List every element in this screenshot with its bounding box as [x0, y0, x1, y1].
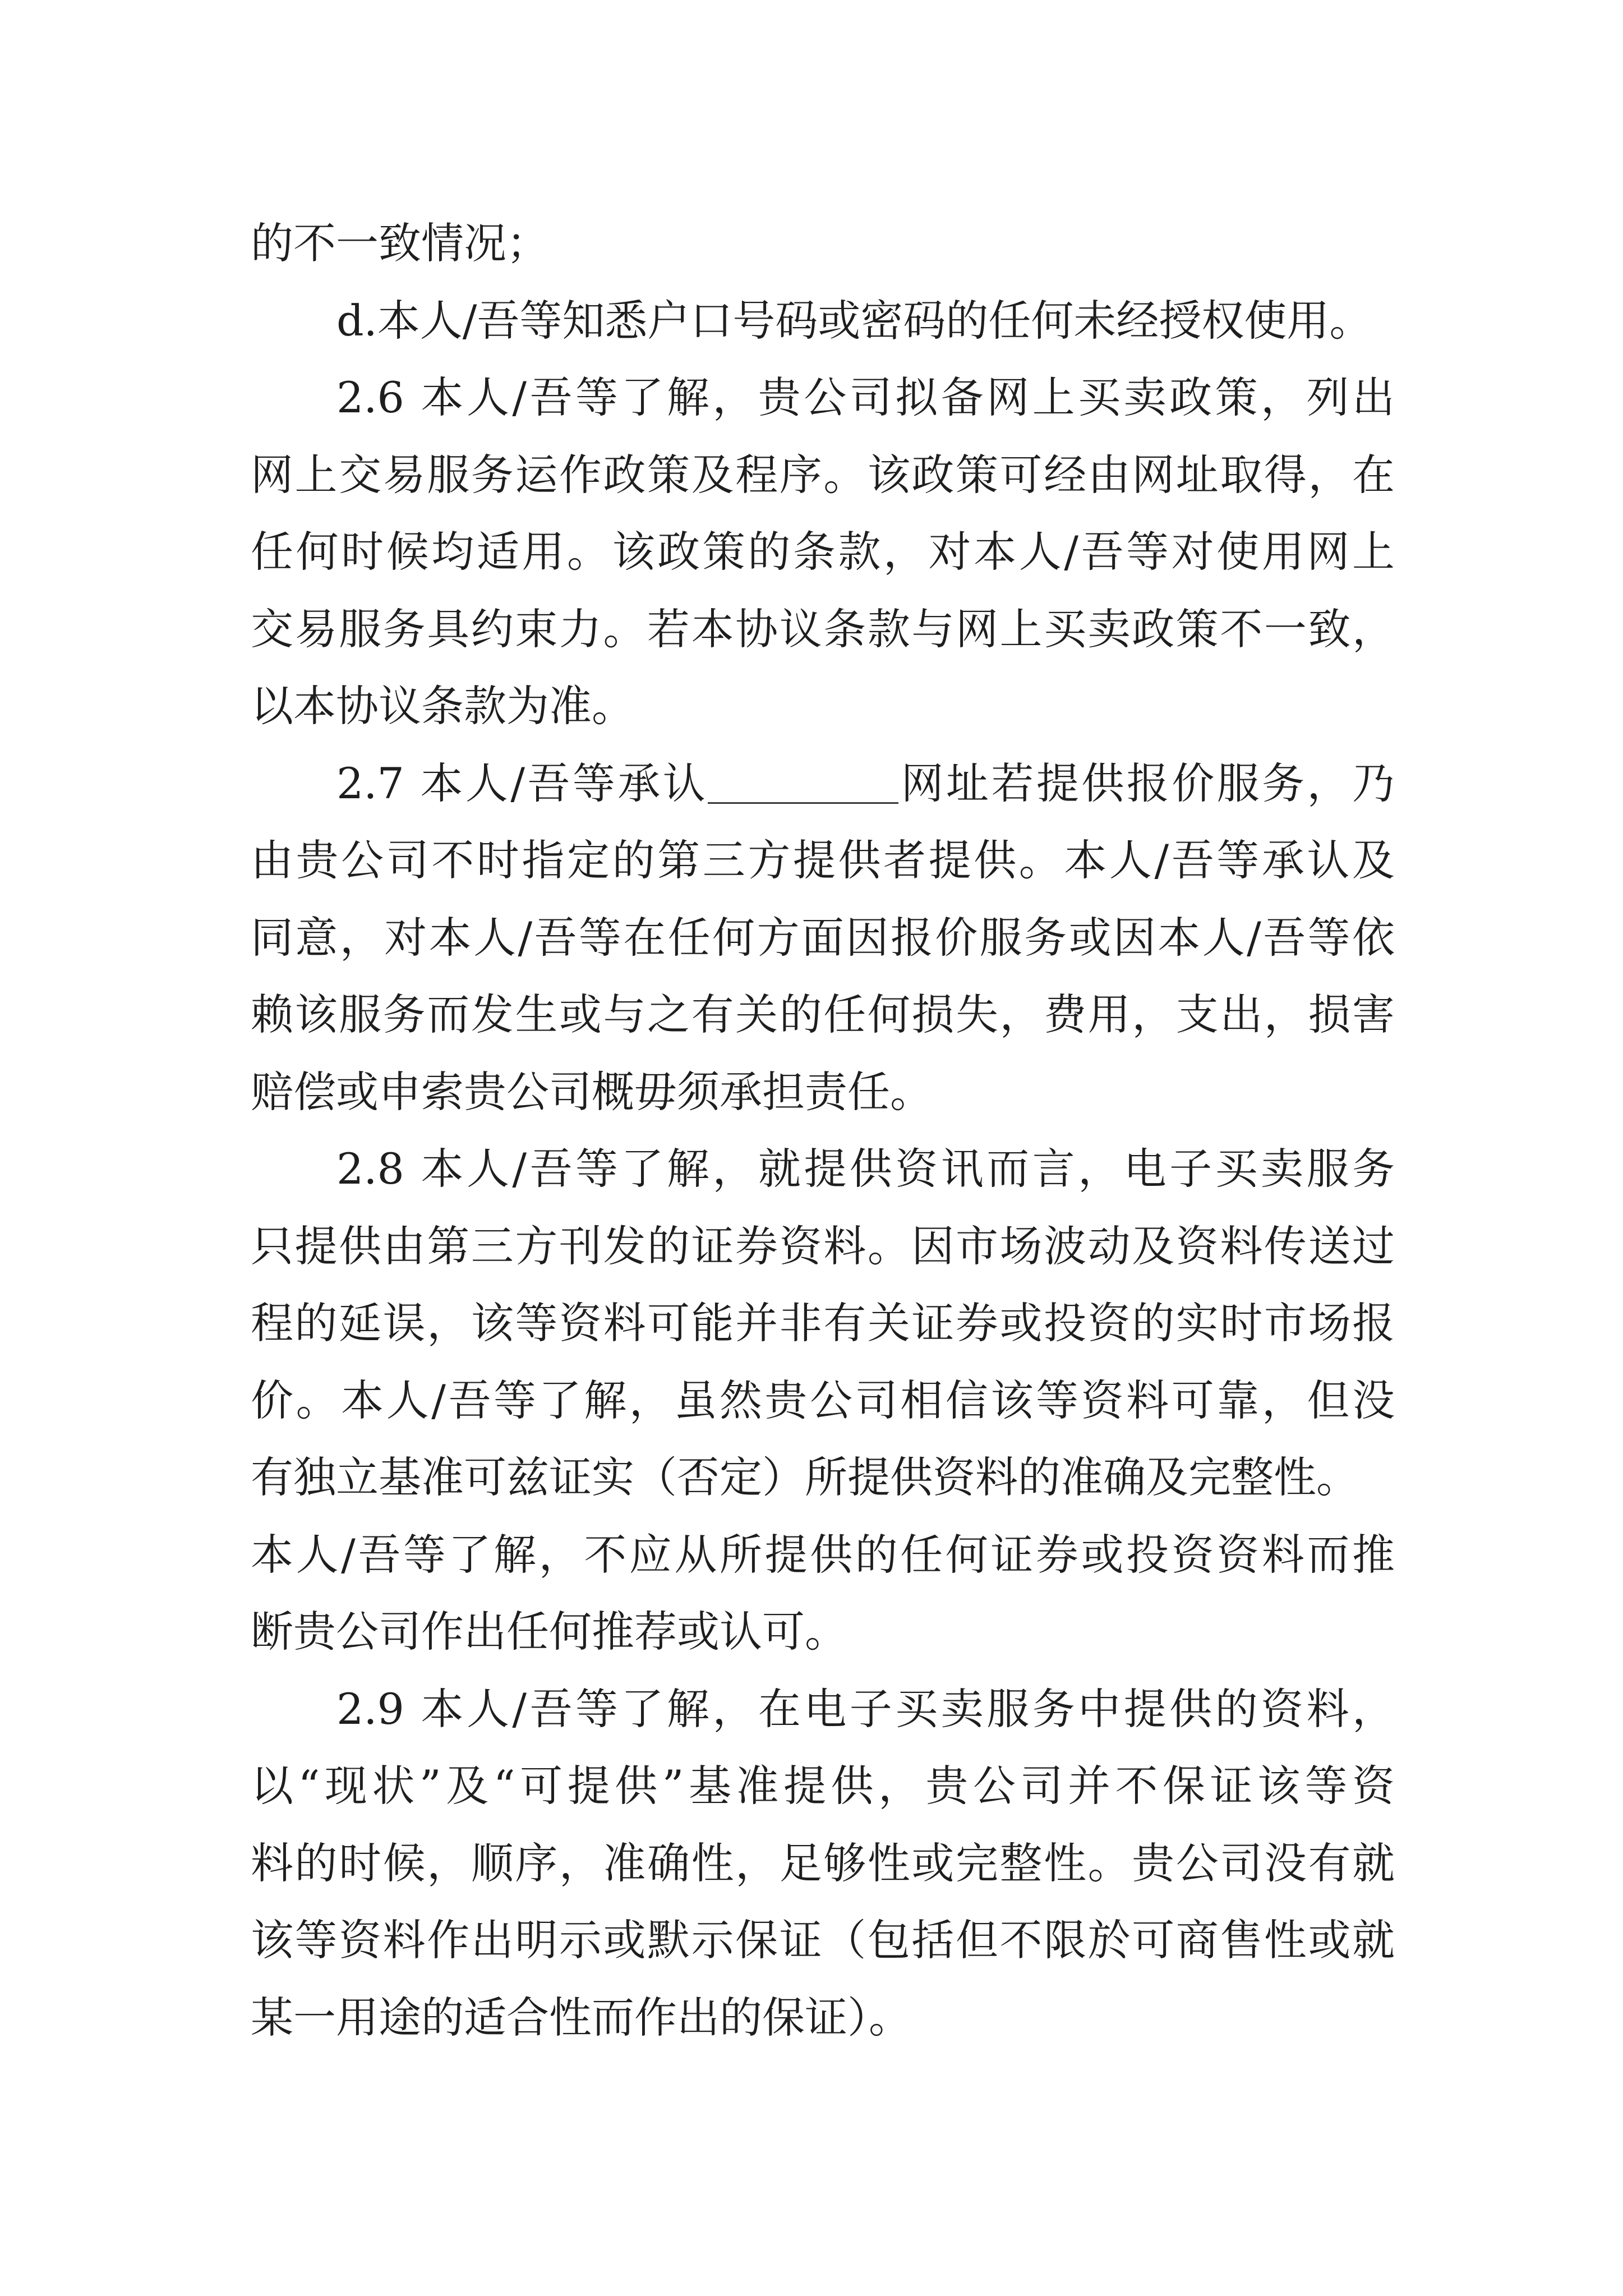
paragraph-clause-2-7: [251, 745, 1462, 1131]
paragraph-clause-2-6: [251, 359, 1462, 745]
text-line: 该等资料作出明示或默示保证（包括但不限於可商售性或就: [251, 1915, 1395, 1965]
paragraph-item-d: [251, 282, 1462, 360]
text-line: 价。本人/吾等了解，虽然贵公司相信该等资料可靠，但没: [251, 1375, 1395, 1425]
text-line: [251, 745, 1395, 822]
website-blank-line: [708, 802, 898, 804]
document-body: [251, 205, 1462, 2056]
text-line: 同意，对本人/吾等在任何方面因报价服务或因本人/吾等依: [251, 912, 1395, 963]
text-line: 以“现状”及“可提供”基准提供，贵公司并不保证该等资: [251, 1761, 1395, 1811]
text-line: 任何时候均适用。该政策的条款，对本人/吾等对使用网上: [251, 527, 1395, 577]
text-line: 2.9 本人/吾等了解，在电子买卖服务中提供的资料，: [336, 1683, 1395, 1734]
text-line: 的不一致情况；: [251, 218, 549, 268]
text-line: 只提供由第三方刊发的证券资料。因市场波动及资料传送过: [251, 1221, 1395, 1271]
text-line: 有独立基准可兹证实（否定）所提供资料的准确及完整性。: [251, 1452, 1359, 1502]
text-line: 本人/吾等了解，不应从所提供的任何证券或投资资料而推: [251, 1529, 1395, 1580]
text-line: d.本人/吾等知悉户口号码或密码的任何未经授权使用。: [336, 295, 1372, 346]
paragraph-clause-2-8: [251, 1130, 1462, 1671]
text-line: 程的延误，该等资料可能并非有关证券或投资的实时市场报: [251, 1298, 1395, 1348]
text-line: 2.8 本人/吾等了解，就提供资讯而言，电子买卖服务: [336, 1144, 1395, 1194]
text-line: 交易服务具约束力。若本协议条款与网上买卖政策不一致，: [251, 604, 1395, 654]
text-line: 赔偿或申索贵公司概毋须承担责任。: [251, 1066, 933, 1117]
text-line: 赖该服务而发生或与之有关的任何损失，费用，支出，损害: [251, 990, 1395, 1039]
text-line: 以本协议条款为准。: [251, 681, 634, 731]
text-line: 断贵公司作出任何推荐或认可。: [251, 1607, 847, 1657]
text-line: 由贵公司不时指定的第三方提供者提供。本人/吾等承认及: [251, 835, 1395, 885]
paragraph-clause-2-9: [251, 1671, 1462, 2056]
paragraph-continuation: [251, 205, 1462, 282]
text-line: 料的时候，顺序，准确性，足够性或完整性。贵公司没有就: [251, 1838, 1395, 1888]
clause-2-7-prefix: 2.7 本人/吾等承认: [336, 758, 708, 808]
clause-2-7-suffix: 网址若提供报价服务，乃: [898, 758, 1395, 808]
text-line: 网上交易服务运作政策及程序。该政策可经由网址取得，在: [251, 449, 1395, 500]
text-line: 某一用途的适合性而作出的保证）。: [251, 1992, 911, 2042]
text-line: 2.6 本人/吾等了解，贵公司拟备网上买卖政策，列出: [336, 372, 1395, 422]
